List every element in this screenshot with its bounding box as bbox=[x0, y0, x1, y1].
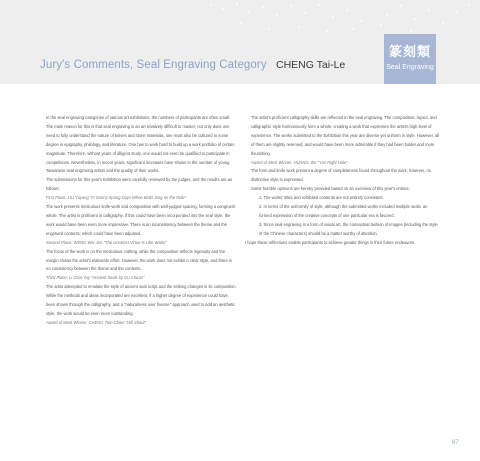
author-name: CHENG Tai-Le bbox=[276, 59, 346, 71]
paragraph: The artist attempted to emulate the style of ancient seal script and the striking changes in its composition. While the methods and ideas incorporated are excellent, if a higher degree of experience could have been shown through the calligraphy, and a "naturalness over finesse" approach used to add an aesthetic style, the work would be even more outstanding. bbox=[46, 284, 237, 316]
list-item: 1. The works' titles and exhibited contents are not entirely consistent. bbox=[259, 195, 384, 201]
award-heading: First Place: LIU Yuyang "In Sunny Spring Days When Birds Sing on the Ride" bbox=[46, 195, 187, 201]
list-item: 2. In terms of the uniformity of style, although the submitted works included multiple seals, an formed expression of the creative concepts of one particular era is favored. bbox=[259, 204, 428, 218]
paragraph: The work presents meticulous knife-work and composition with well-judged spacing, forming a congruent whole. The artist is proficient in calligraphy. If this could have been incorporated into the seal style, the work would have been even more impressive. There is an inconsistency between the theme and the engraved contents, which could have been adjusted. bbox=[46, 204, 236, 236]
paragraph: The artist's proficient calligraphy skills are reflected in the seal engraving. The composition, layout, and calligraphic style harmoniously form a whole, creating a work that expresses the artist's high level of experience. The works submitted to the Exhibition this year are diverse yet uniform in style. However, all of them are slightly reserved, and would have been more admirable if they had been bolder and more flourishing. bbox=[251, 115, 440, 156]
award-heading: Award of Merit Winner: HUANG, the "Yan Right Hole" bbox=[251, 159, 348, 165]
page-title: Jury's Comments, Seal Engraving Category bbox=[40, 59, 267, 71]
paragraph: Some humble opinions are hereby provided based on an overview of this year's entries: bbox=[251, 186, 410, 192]
paragraph: In the seal engraving categories of various art exhibitions, the numbers of participants are often small. The main reason for this is that seal engraving is an art relatively difficult to master; not only does one need to fully understand the nature of knives and stone materials, one must also be cultured to some degree in epigraphy, philology, and literature. One has to work hard to build up a work portfolio of certain magnitude. Therefore, without years of diligent study, one would not even be qualified to participate in competitions. Nevertheless, in recent years, significant increases have shown in the number of young Taiwanese seal engraving artists and the quality of their works. bbox=[46, 115, 235, 174]
paragraph: The focus of the work is on the meticulous crafting, while the composition reflects ingenuity and the margin shows the artist's elaborate effort. However, the work does not exhibit a clear style, and there is no consistency between the theme and the contents. bbox=[46, 248, 232, 272]
right-text-column bbox=[245, 114, 441, 248]
award-heading: Third Place: Li Chia-Yuy "Ancient Seals by Gu Chuan" bbox=[46, 275, 145, 281]
page-number: 67 bbox=[452, 440, 459, 446]
category-badge bbox=[384, 34, 436, 84]
paragraph: I hope these reflections enable participants to achieve greater things in their future endeavors. bbox=[245, 239, 416, 245]
left-text-column bbox=[40, 114, 237, 328]
award-heading: Award of Merit Winner: CHENG Tien-Chien "Hill Shout" bbox=[46, 319, 147, 325]
category-badge-chinese: 篆刻類 bbox=[388, 45, 431, 60]
category-badge-english: Seal Engraving bbox=[386, 64, 434, 71]
list-item: 3. Since seal engraving is a form of visual art, the conceptual fashion of images (including the style of the Chinese characters) should be a matter worthy of attention. bbox=[259, 221, 438, 236]
paragraph: The form and knife work present a degree of completeness found throughout the work; however, no distinctive style is expressed. bbox=[251, 168, 432, 183]
paragraph: The submissions for this year's Exhibition were carefully reviewed by the judges, and the results are as follows: bbox=[46, 177, 232, 192]
award-heading: Second Place: WENG Wei-Jen "The Greatest Virtue is Like Water" bbox=[46, 239, 167, 245]
